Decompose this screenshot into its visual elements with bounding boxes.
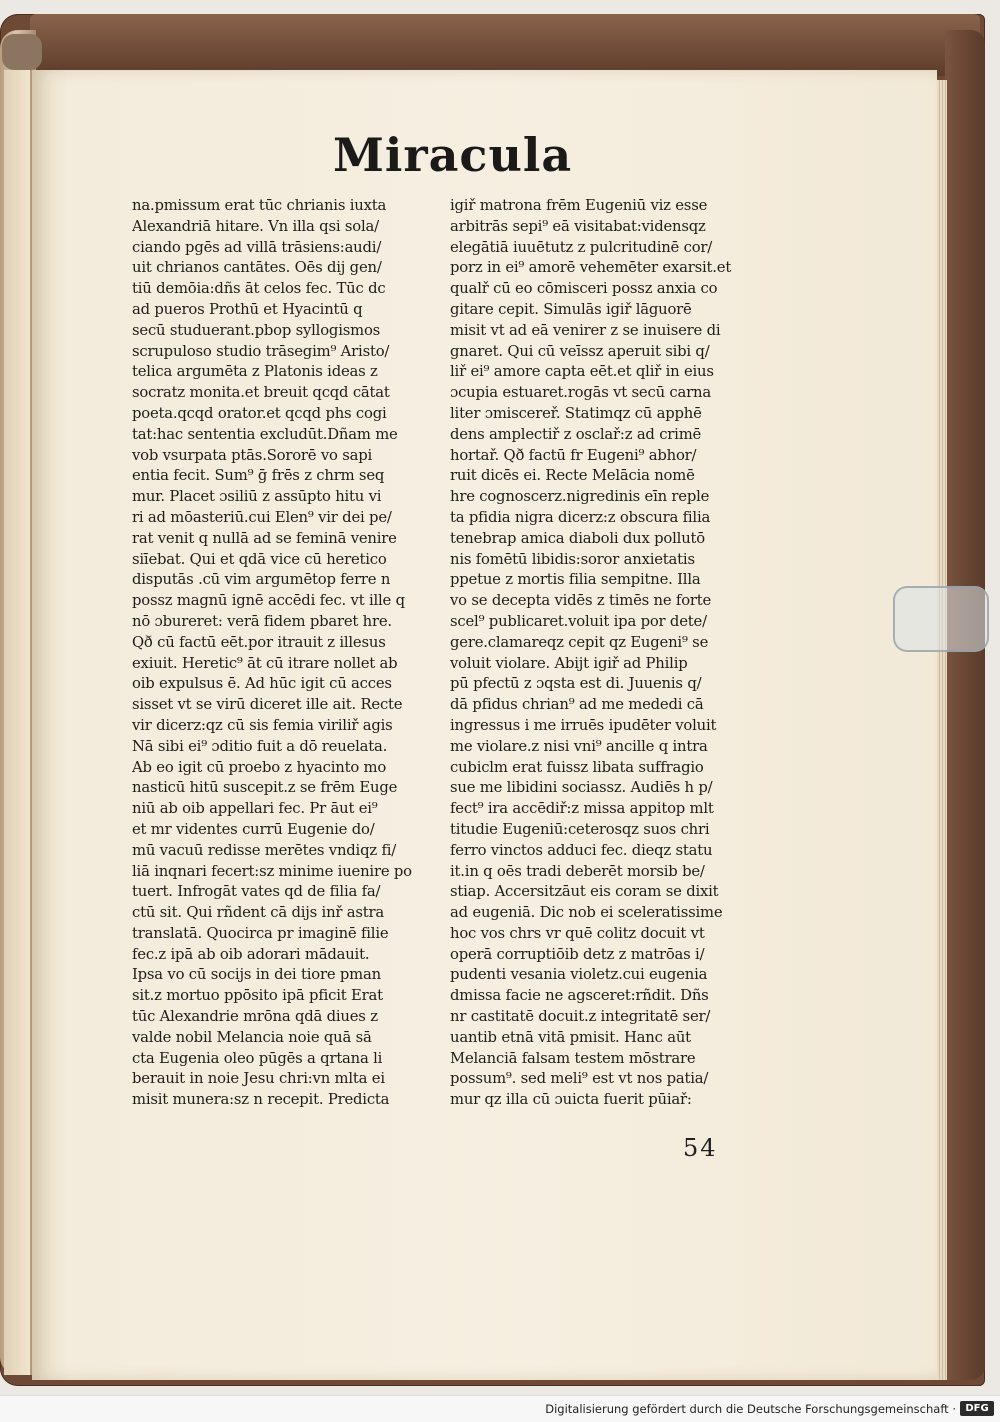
text-line: fect⁹ ira accēdiř:z missa appitop mlt (450, 800, 714, 818)
text-line: vob vsurpata ptās.Sororē vo sapi (132, 446, 373, 464)
text-line: entia fecit. Sum⁹ ḡ frēs z chrm seq (132, 467, 385, 485)
text-line: it.in q oēs tradi deberēt morsib be/ (450, 862, 705, 880)
text-line: possum⁹. sed meli⁹ est vt nos patia/ (450, 1070, 709, 1088)
text-line: tiū demōia:dñs āt celos fec. Tūc dc (132, 280, 386, 298)
text-line: dmissa facie ne agsceret:rñdit. Dñs (450, 987, 709, 1005)
text-line: fec.z ipā ab oib adorari mādauit. (132, 945, 370, 963)
text-line: gitare cepit. Simulās igiř lāguorē (450, 300, 692, 318)
text-line: elegātiā iuuētutz z pulcritudinē cor/ (450, 238, 713, 256)
folio-number: 54 (683, 1134, 718, 1162)
text-line: valde nobil Melancia noie quā sā (132, 1028, 372, 1046)
book-cover-right-edge (945, 30, 985, 1380)
text-line: nr castitatē docuit.z integritatē ser/ (450, 1008, 711, 1026)
text-line: pū pfectū z ɔqsta est di. Juuenis q/ (450, 675, 702, 693)
funding-credit: Digitalisierung gefördert durch die Deutsche Forschungsgemeinschaft · (545, 1402, 956, 1416)
text-line: tuert. Infrogāt vates qd de filia fa/ (132, 883, 381, 901)
left-text-column (132, 196, 440, 1111)
text-line: scrupuloso studio trāsegim⁹ Aristo/ (132, 342, 390, 360)
text-line: gere.clamareqz cepit qz Eugeni⁹ se (450, 633, 709, 651)
text-line: nasticū hitū suscepit.z se frēm Euge (132, 779, 398, 797)
text-line: sisset vt se virū diceret ille ait. Recte (132, 696, 403, 714)
text-line: mū vacuū redisse merētes vndiqz fi/ (132, 841, 397, 859)
text-line: mur qz illa cū ɔuicta fuerit pūiař: (450, 1091, 692, 1109)
text-line: ppetue z mortis filia sempitne. Illa (450, 571, 701, 589)
text-line: Qð cū factū eēt.por itrauit z illesus (132, 633, 386, 651)
text-line: Nā sibi ei⁹ ɔditio fuit a dō reuelata. (132, 737, 388, 755)
text-line: ctū sit. Qui rñdent cā dijs inř astra (132, 904, 385, 922)
text-line: siīebat. Qui et qdā vice cū heretico (132, 550, 387, 568)
text-line: scel⁹ publicaret.voluit ipa por dete/ (450, 612, 707, 630)
right-text-column (450, 196, 764, 1111)
text-line: misit munera:sz n recepit. Predicta (132, 1091, 390, 1109)
text-line: me violare.z nisi vni⁹ ancille q intra (450, 737, 708, 755)
text-line: exiuit. Heretic⁹ āt cū itrare nollet ab (132, 654, 398, 672)
text-line: nis fomētū libidis:soror anxietatis (450, 550, 695, 568)
footer-bar (0, 1395, 1000, 1422)
text-line: arbitrās sepi⁹ eā visitabat:vidensqz (450, 217, 706, 235)
text-line: vo se decepta vidēs z timēs ne forte (450, 592, 712, 610)
text-line: telica argumēta z Platonis ideas z (132, 363, 378, 381)
text-line: Ipsa vo cū socijs in dei tiore pman (132, 966, 381, 984)
text-line: misit vt ad eā venirer z se inuisere di (450, 321, 721, 339)
book-cover-top-edge (30, 14, 980, 76)
text-line: hoc vos chrs vr quē colitz docuit vt (450, 924, 705, 942)
text-line: titudie Eugeniū:ceterosqz suos chri (450, 820, 710, 838)
text-line: rat venit q nullā ad se feminā venire (132, 529, 397, 547)
text-line: niū ab oib appellari fec. Pr āut ei⁹ (132, 800, 378, 818)
text-line: stiap. Accersitzāut eis coram se dixit (450, 883, 719, 901)
text-line: ad pueros Prothū et Hyacintū q (132, 300, 363, 318)
text-line: ciando pgēs ad villā trāsiens:audi/ (132, 238, 382, 256)
text-line: cubiclm erat fuissz libata suffragio (450, 758, 704, 776)
text-line: possz magnū ignē accēdi fec. vt ille q (132, 592, 405, 610)
text-line: uit chrianos cantātes. Oēs dij gen/ (132, 259, 382, 277)
text-line: qualř cū eo cōmisceri possz anxia co (450, 280, 718, 298)
text-line: dens amplectiř z osclař:z ad crimē (450, 425, 702, 443)
text-line: hortař. Qð factū fr Eugeni⁹ abhor/ (450, 446, 697, 464)
text-line: uantib etnā vitā pmisit. Hanc aūt (450, 1028, 691, 1046)
text-line: igiř matrona frēm Eugeniū viz esse (450, 197, 708, 214)
text-line: ɔcupia estuaret.rogās vt secū carna (450, 384, 711, 402)
text-line: Melanciā falsam testem mōstrare (450, 1049, 696, 1067)
text-line: mur. Placet ɔsiliū z assūpto hitu vi (132, 488, 382, 506)
text-line: disputās .cū vim argumētop ferre n (132, 571, 391, 589)
text-line: gnaret. Qui cū veīssz aperuit sibi q/ (450, 342, 710, 360)
dfg-logo: DFG (960, 1401, 994, 1416)
text-line: ri ad mōasteriū.cui Elen⁹ vir dei pe/ (132, 508, 392, 526)
text-line: ferro vinctos adduci fec. dieqz statu (450, 841, 713, 859)
text-line: poeta.qcqd orator.et qcqd phs cogi (132, 404, 387, 422)
text-line: vir dicerz:qz cū sis femia viriliř agis (132, 716, 393, 734)
text-line: na.pmissum erat tūc chrianis iuxta (132, 197, 387, 214)
text-line: tenebrap amica diaboli dux pollutō (450, 529, 705, 547)
text-line: ad eugeniā. Dic nob ei sceleratissime (450, 904, 723, 922)
text-line: porz in ei⁹ amorē vehemēter exarsit.et (450, 259, 732, 277)
text-line: cta Eugenia oleo pūgēs a qrtana li (132, 1049, 383, 1067)
page-clip (893, 586, 989, 652)
text-line: ingressus i me irruēs ipudēter voluit (450, 716, 717, 734)
text-line: voluit violare. Abijt igiř ad Philip (450, 654, 688, 672)
spine-headcap (2, 34, 42, 70)
text-line: Ab eo igit cū proebo z hyacinto mo (132, 758, 387, 776)
text-line: hre cognoscerz.nigredinis eīn reple (450, 488, 710, 506)
text-line: translatā. Quocirca pr imaginē filie (132, 924, 389, 942)
text-line: ruit dicēs ei. Recte Melācia nomē (450, 467, 695, 485)
text-line: Alexandriā hitare. Vn illa qsi sola/ (132, 217, 379, 235)
page-heading: Miracula (333, 128, 573, 182)
text-line: et mr videntes currū Eugenie do/ (132, 820, 375, 838)
text-line: secū studuerant.pbop syllogismos (132, 321, 381, 339)
text-line: socratz monita.et breuit qcqd cātat (132, 384, 390, 402)
text-line: dā pfidus chrian⁹ ad me mededi cā (450, 696, 704, 714)
text-line: nō ɔbureret: verā fidem pbaret hre. (132, 612, 392, 630)
text-line: ta pfidia nigra dicerz:z obscura filia (450, 508, 711, 526)
text-line: berauit in noie Jesu chri:vn mlta ei (132, 1070, 385, 1088)
text-line: tūc Alexandrie mrōna qdā diues z (132, 1008, 378, 1026)
text-line: sit.z mortuo ppōsito ipā pficit Erat (132, 987, 383, 1005)
text-line: pudenti vesania violetz.cui eugenia (450, 966, 708, 984)
text-line: tat:hac sententia excludūt.Dñam me (132, 425, 398, 443)
text-line: liř ei⁹ amore capta eēt.et qliř in eius (450, 363, 714, 381)
text-line: oib expulsus ē. Ad hūc igit cū acces (132, 675, 392, 693)
text-line: liter ɔmiscereř. Statimqz cū apphē (450, 404, 702, 422)
left-page-edge (4, 70, 30, 1375)
text-line: liā inqnari fecert:sz minime iuenire po (132, 862, 412, 880)
text-line: operā corruptiōib detz z matrōas i/ (450, 945, 705, 963)
text-line: sue me libidini sociassz. Audiēs h p/ (450, 779, 713, 797)
